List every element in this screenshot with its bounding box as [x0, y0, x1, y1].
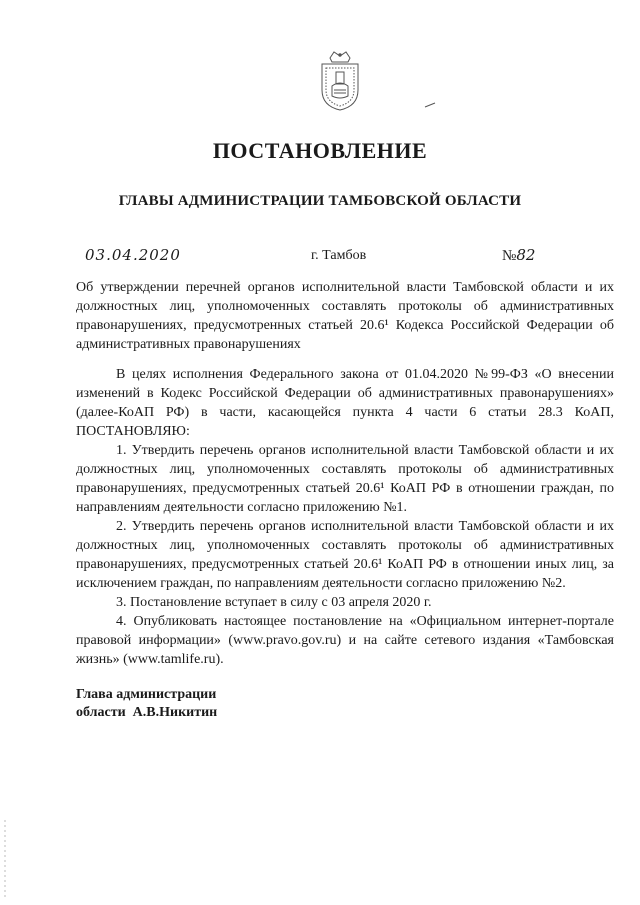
number-value: 82	[516, 246, 536, 264]
stray-pen-mark	[424, 102, 436, 108]
signature-name: А.В.Никитин	[132, 705, 218, 720]
number-label: №	[502, 248, 517, 264]
signature-block	[76, 686, 217, 722]
signature-region: области	[76, 705, 126, 720]
document-number	[502, 246, 535, 265]
coat-of-arms-icon	[318, 50, 362, 112]
preamble-paragraph: В целях исполнения Федерального закона от 01.04.2020 №99-ФЗ «О внесении изменений в Кодекс Российской Федерации об административных правонарушениях» (далее-КоАП РФ) в части, касающейся пункта 4 части 6 статьи 28.3 КоАП, ПОСТАНОВЛЯЮ:	[76, 367, 614, 439]
document-body	[76, 365, 614, 669]
signature-position-line2	[76, 704, 217, 722]
item-paragraph-4: 4. Опубликовать настоящее постановление на «Официальном интернет-портале правовой информации» (www.pravo.gov.ru) и на сайте сетевого издания «Тамбовская жизнь» (www.tamlife.ru).	[76, 614, 614, 667]
scan-edge-mark	[4, 820, 6, 900]
document-city: г. Тамбов	[311, 248, 367, 263]
signature-position-line1: Глава администрации	[76, 687, 217, 702]
item-paragraph-2: 2. Утвердить перечень органов исполнительной власти Тамбовской области и их должностных лиц, уполномоченных составлять протоколы об административных правонарушениях, предусмотренных статьей 20.6¹ КоАП РФ в отношении иных лиц, за исключением граждан, по направлениям деятельности согласно приложению №2.	[76, 519, 614, 591]
document-title: ПОСТАНОВЛЕНИЕ	[212, 138, 428, 163]
document-date: 03.04.2020	[85, 246, 181, 264]
item-paragraph-3: 3. Постановление вступает в силу с 03 апреля 2020 г.	[116, 595, 432, 610]
item-paragraph-1: 1. Утвердить перечень органов исполнительной власти Тамбовской области и их должностных лиц, уполномоченных составлять протоколы об административных правонарушениях, предусмотренных статьей 20.6¹ КоАП РФ в отношении граждан, по направлениям деятельности согласно приложению №1.	[76, 443, 614, 515]
document-subtitle: ГЛАВЫ АДМИНИСТРАЦИИ ТАМБОВСКОЙ ОБЛАСТИ	[118, 193, 522, 209]
document-subject: Об утверждении перечней органов исполнительной власти Тамбовской области и их должностных лиц, уполномоченных составлять протоколы об административных правонарушениях, предусмотренных статьей 20.6¹ Кодекса Российской Федерации об административных правонарушениях	[76, 280, 614, 352]
